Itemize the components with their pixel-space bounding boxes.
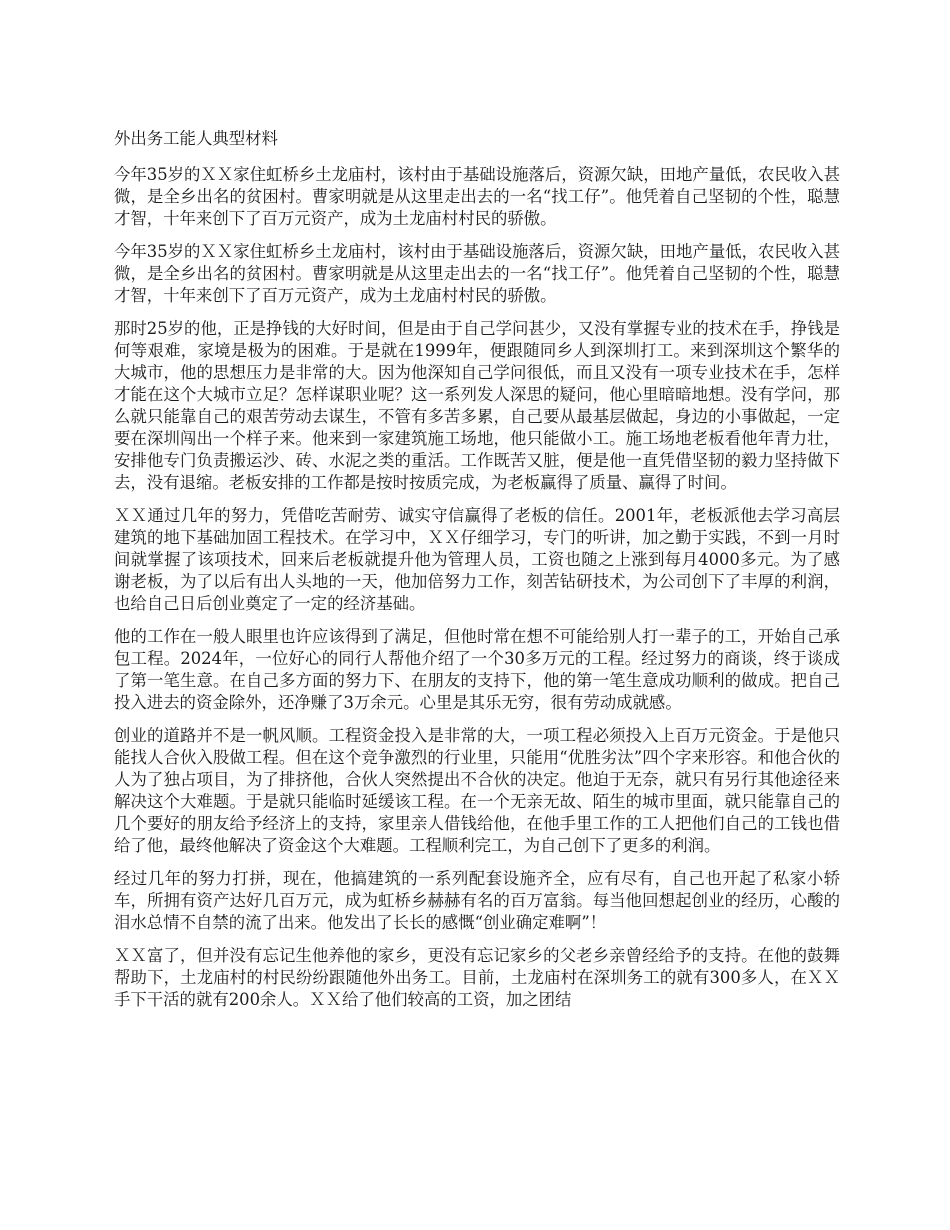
paragraph-5: 他的工作在一般人眼里也许应该得到了满足，但他时常在想不可能给别人打一辈子的工，开始自己承包工程。2024年，一位好心的同行人帮他介绍了一个30多万元的工程。经过努力的商谈，终于谈成了第一笔生意。在自己多方面的努力下、在朋友的支持下，他的第一笔生意成功顺利的做成。把自己投入进去的资金除外，还净赚了3万余元。心里是其乐无穷，很有劳动成就感。 xyxy=(114,627,840,712)
paragraph-1: 今年35岁的ＸＸ家住虹桥乡土龙庙村，该村由于基础设施落后，资源欠缺，田地产量低，农民收入甚微，是全乡出名的贫困村。曹家明就是从这里走出去的一名“找工仔”。他凭着自己坚韧的个性，聪慧才智，十年来创下了百万元资产，成为土龙庙村村民的骄傲。 xyxy=(114,165,840,228)
paragraph-3: 那时25岁的他，正是挣钱的大好时间，但是由于自己学问甚少，又没有掌握专业的技术在手，挣钱是何等艰难，家境是极为的困难。于是就在1999年，便跟随同乡人到深圳打工。来到深圳这个繁华的大城市，他的思想压力是非常的大。因为他深知自己学问很低，而且又没有一项专业技术在手，怎样才能在这个大城市立足？怎样谋职业呢？这一系列发人深思的疑问，他心里暗暗地想。没有学问，那么就只能靠自己的艰苦劳动去谋生，不管有多苦多累，自己要从最基层做起，身边的小事做起，一定要在深圳闯出一个样子来。他来到一家建筑施工场地，他只能做小工。施工场地老板看他年青力壮，安排他专门负责搬运沙、砖、水泥之类的重活。工作既苦又脏，便是他一直凭借坚韧的毅力坚持做下去，没有退缩。老板安排的工作都是按时按质完成，为老板赢得了质量、赢得了时间。 xyxy=(114,319,840,492)
paragraph-6: 创业的道路并不是一帆风顺。工程资金投入是非常的大，一项工程必须投入上百万元资金。于是他只能找人合伙入股做工程。但在这个竞争激烈的行业里，只能用“优胜劣汰”四个字来形容。和他合伙的人为了独占项目，为了排挤他，合伙人突然提出不合伙的决定。他迫于无奈，就只有另行其他途径来解决这个大难题。于是就只能临时延缓该工程。在一个无亲无故、陌生的城市里面，就只能靠自己的几个要好的朋友给予经济上的支持，家里亲人借钱给他，在他手里工作的工人把他们自己的工钱也借给了他，最终他解决了资金这个大难题。工程顺利完工，为自己创下了更多的利润。 xyxy=(114,726,840,855)
document-title: 外出务工能人典型材料 xyxy=(114,129,278,148)
paragraph-4: ＸＸ通过几年的努力，凭借吃苦耐劳、诚实守信赢得了老板的信任。2001年，老板派他去学习高层建筑的地下基础加固工程技术。在学习中，ＸＸ仔细学习，专门的听讲，加之勤于实践，不到一月时间就掌握了该项技术，回来后老板就提升他为管理人员，工资也随之上涨到每月4000多元。为了感谢老板，为了以后有出人头地的一天，他加倍努力工作，刻苦钻研技术，为公司创下了丰厚的利润，也给自己日后创业奠定了一定的经济基础。 xyxy=(114,506,840,613)
paragraph-7: 经过几年的努力打拼，现在，他搞建筑的一系列配套设施齐全，应有尽有，自己也开起了私家小轿车，所拥有资产达好几百万元，成为虹桥乡赫赫有名的百万富翁。每当他回想起创业的经历，心酸的泪水总情不自禁的流了出来。他发出了长长的感慨“创业确定难啊”！ xyxy=(114,869,840,932)
paragraph-8: ＸＸ富了，但并没有忘记生他养他的家乡，更没有忘记家乡的父老乡亲曾经给予的支持。在他的鼓舞帮助下，土龙庙村的村民纷纷跟随他外出务工。目前，土龙庙村在深圳务工的就有300多人，在ＸＸ手下干活的就有200余人。ＸＸ给了他们较高的工资，加之团结 xyxy=(114,946,840,1009)
document-body xyxy=(114,128,840,1022)
paragraph-2: 今年35岁的ＸＸ家住虹桥乡土龙庙村，该村由于基础设施落后，资源欠缺，田地产量低，农民收入甚微，是全乡出名的贫困村。曹家明就是从这里走出去的一名“找工仔”。他凭着自己坚韧的个性，聪慧才智，十年来创下了百万元资产，成为土龙庙村村民的骄傲。 xyxy=(114,242,840,305)
